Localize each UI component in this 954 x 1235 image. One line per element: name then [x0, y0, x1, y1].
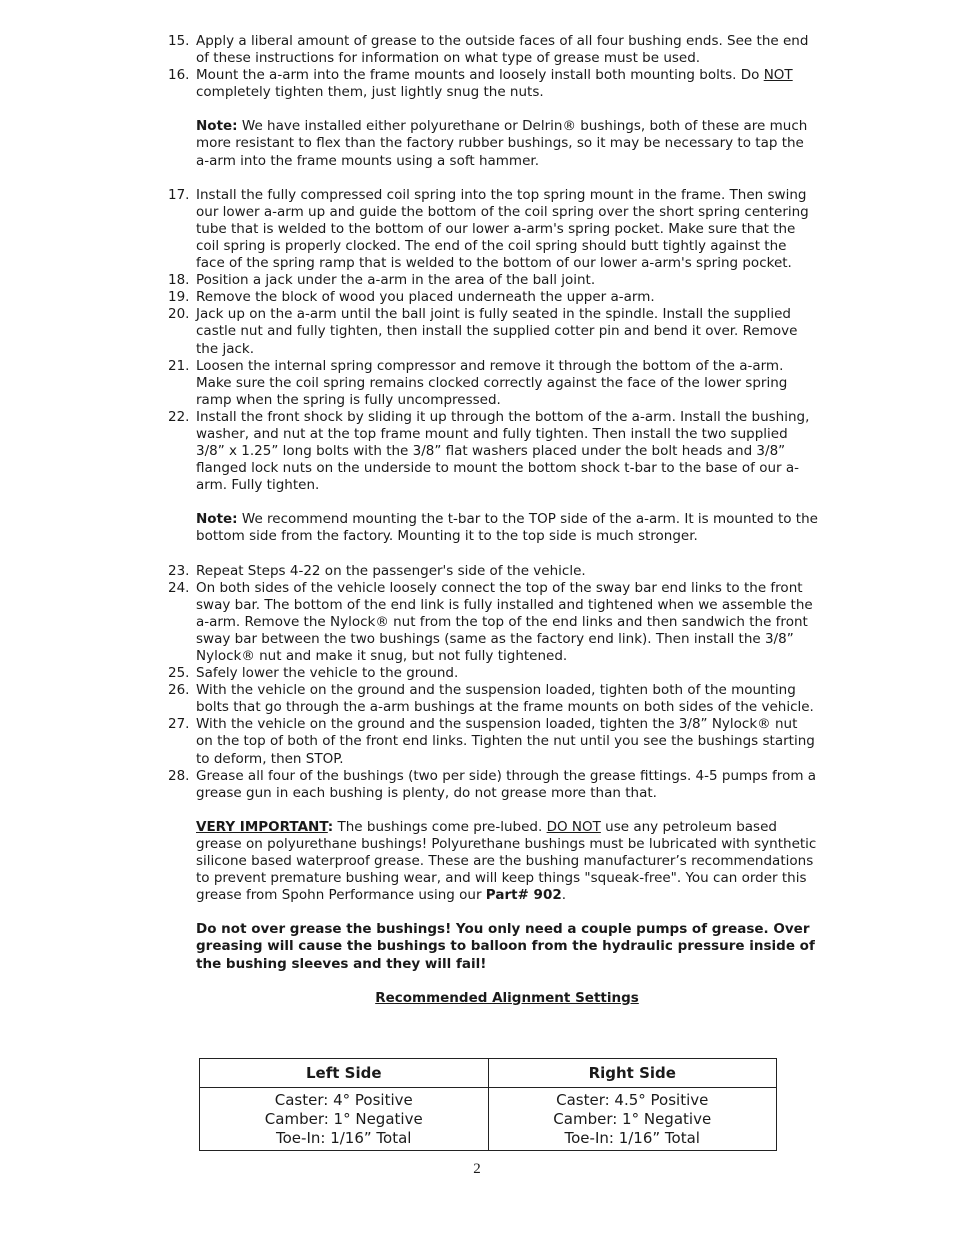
step-number: 17. — [168, 186, 190, 203]
important-block — [196, 819, 818, 904]
step-text: Install the front shock by sliding it up through the bottom of the a-arm. Install the bushing, washer, and nut at the top frame mount and fully tighten. Then install the two supplied 3/8” x 1.25” long bolts with the 3/8” flat washers placed under the bolt heads and 3/8” flanged lock nuts on the underside to mount the bottom shock t-bar to the base of our a-arm. Fully tighten. — [196, 408, 810, 494]
list-item — [168, 306, 818, 357]
alignment-title: Recommended Alignment Settings — [375, 989, 639, 1006]
step-text: Jack up on the a-arm until the ball joint is fully seated in the spindle. Install the supplied castle nut and fully tighten, then install the supplied cotter pin and bend it over. Remove the jack. — [196, 306, 798, 357]
note-block — [196, 118, 818, 169]
list-item — [168, 358, 818, 409]
list-item — [168, 409, 818, 494]
right-side-cell — [488, 1088, 777, 1151]
step-text: Repeat Steps 4-22 on the passenger's side of the vehicle. — [196, 562, 586, 579]
list-item — [168, 33, 818, 67]
list-item — [168, 563, 818, 580]
step-text: With the vehicle on the ground and the suspension loaded, tighten the 3/8” Nylock® nut on the top of both of the front end links. Tighten the nut until you see the bushings starting to deform, then STOP. — [196, 716, 815, 767]
right-side-header: Right Side — [488, 1059, 777, 1088]
step-number: 26. — [168, 682, 190, 699]
step-text: Install the fully compressed coil spring into the top spring mount in the frame. Then swing our lower a-arm up and guide the bottom of the coil spring over the short spring centering tube that is welded to the bottom of our lower a-arm's spring pocket. Make sure that the coil spring is properly clocked. The end of the coil spring should butt tightly against the face of the spring ramp that is welded to the bottom of our lower a-arm's spring pocket. — [196, 186, 809, 272]
important-text: The bushings come pre-lubed. — [333, 818, 547, 835]
important-text: use any petroleum based grease on polyurethane bushings! Polyurethane bushings must be lubricated with synthetic silicone based waterproof grease. These are the bushing manufacturer’s recommendations to prevent premature bushing wear, and will keep things "squeak-free". You can order this grease from Spohn Performance using our — [196, 818, 817, 904]
list-item — [168, 768, 818, 802]
list-item — [168, 67, 818, 101]
table-header-row — [200, 1059, 777, 1088]
step-number: 27. — [168, 716, 190, 733]
step-number: 15. — [168, 33, 190, 49]
list-item — [168, 716, 818, 767]
important-colon: : — [327, 818, 334, 835]
step-number: 28. — [168, 767, 190, 784]
left-caster: Caster: 4° Positive — [274, 1091, 413, 1109]
left-toe-in: Toe-In: 1/16” Total — [276, 1129, 412, 1147]
step-text: On both sides of the vehicle loosely connect the top of the sway bar end links to the front sway bar. The bottom of the end link is fully installed and tightened when we assemble the a-arm. Remove the Nylock® nut from the top of the end links and then sandwich the front sway bar between the two bushings (same as the factory end link). Then install the 3/8” Nylock® nut and make it snug, but not fully tightened. — [196, 579, 813, 664]
instruction-list — [168, 33, 818, 1007]
left-side-cell — [200, 1088, 489, 1151]
step-number: 23. — [168, 562, 190, 579]
step-text: Remove the block of wood you placed underneath the upper a-arm. — [196, 289, 655, 306]
important-label: VERY IMPORTANT — [196, 818, 328, 835]
note-text: We recommend mounting the t-bar to the TOP side of the a-arm. It is mounted to the bottom side from the factory. Mounting it to the top side is much stronger. — [196, 511, 818, 545]
step-text-part: Mount the a-arm into the frame mounts and loosely install both mounting bolts. Do — [196, 67, 764, 84]
step-number: 19. — [168, 289, 190, 306]
right-caster: Caster: 4.5° Positive — [556, 1091, 709, 1109]
step-text: Apply a liberal amount of grease to the outside faces of all four bushing ends. See the end of these instructions for information on what type of grease must be used. — [196, 33, 809, 67]
alignment-table — [199, 1058, 777, 1151]
left-camber: Camber: 1° Negative — [264, 1110, 423, 1128]
list-item — [168, 272, 818, 289]
right-toe-in: Toe-In: 1/16” Total — [564, 1129, 700, 1147]
step-text — [196, 67, 818, 101]
step-number: 25. — [168, 665, 190, 682]
step-text: With the vehicle on the ground and the suspension loaded, tighten both of the mounting bolts that go through the a-arm bushings at the frame mounts on both sides of the vehicle. — [196, 682, 814, 716]
step-text: Safely lower the vehicle to the ground. — [196, 665, 459, 682]
step-text: Grease all four of the bushings (two per side) through the grease fittings. 4-5 pumps from a grease gun in each bushing is plenty, do not grease more than that. — [196, 767, 817, 801]
underlined-emphasis: DO NOT — [546, 818, 601, 835]
part-number: Part# 902 — [485, 887, 562, 904]
list-item — [168, 665, 818, 682]
step-number: 21. — [168, 357, 190, 374]
note-block — [196, 511, 818, 545]
left-side-header: Left Side — [200, 1059, 489, 1088]
note-label: Note: — [196, 118, 238, 135]
step-text: Position a jack under the a-arm in the area of the ball joint. — [196, 272, 596, 289]
note-text: We have installed either polyurethane or Delrin® bushings, both of these are much more resistant to flex than the factory rubber bushings, so it may be necessary to tap the a-arm into the frame mounts using a soft hammer. — [196, 118, 808, 169]
step-number: 22. — [168, 408, 190, 425]
list-item — [168, 289, 818, 306]
right-camber: Camber: 1° Negative — [553, 1110, 712, 1128]
step-number: 18. — [168, 272, 190, 289]
important-text: . — [561, 887, 567, 904]
list-item — [168, 580, 818, 665]
step-text: Loosen the internal spring compressor and remove it through the bottom of the a-arm. Make sure the coil spring remains clocked correctly against the face of the lower spring ramp when the spring is fully uncompressed. — [196, 357, 788, 408]
step-number: 24. — [168, 579, 190, 596]
warning-block: Do not over grease the bushings! You only need a couple pumps of grease. Over greasing will cause the bushings to balloon from the hydraulic pressure inside of the bushing sleeves and they will fail! — [196, 921, 815, 972]
underlined-emphasis: NOT — [763, 67, 793, 84]
list-item — [168, 187, 818, 272]
page-number: 2 — [473, 1161, 481, 1177]
step-number: 16. — [168, 67, 190, 84]
list-item — [168, 682, 818, 716]
step-text-part: completely tighten them, just lightly snug the nuts. — [196, 84, 544, 101]
table-row — [200, 1088, 777, 1151]
step-number: 20. — [168, 306, 190, 323]
note-label: Note: — [196, 511, 238, 528]
